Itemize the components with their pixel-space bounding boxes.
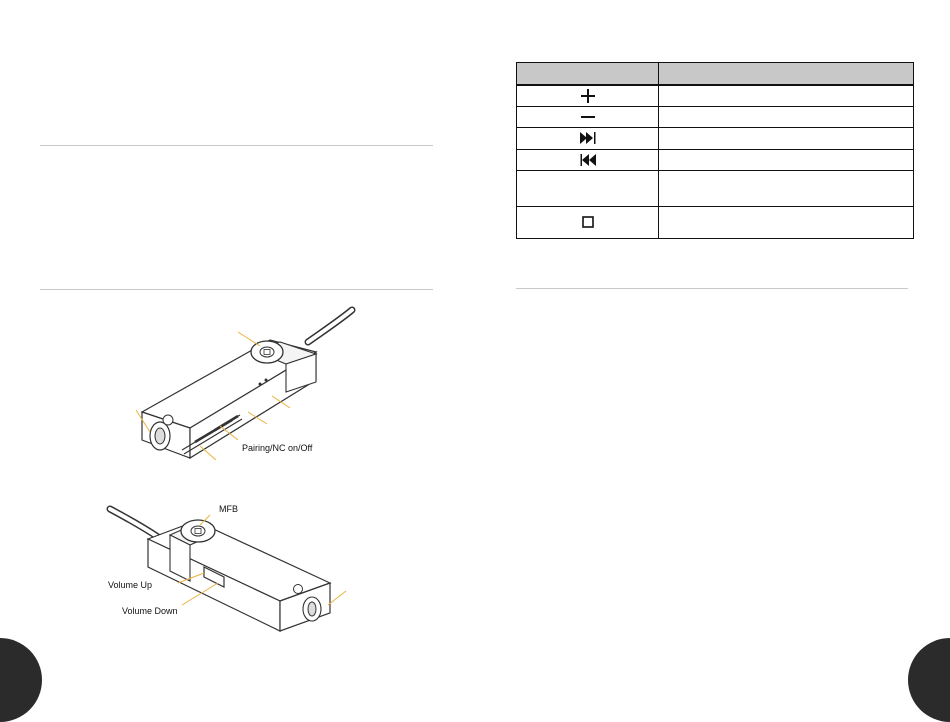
skip-forward-icon	[580, 132, 596, 144]
device-illustration-top	[120, 300, 370, 480]
table-cell-function	[659, 85, 914, 106]
table-cell-function	[659, 149, 914, 170]
table-cell-icon	[517, 85, 659, 106]
table-row	[517, 127, 914, 149]
table-cell-function	[659, 127, 914, 149]
table-cell-icon	[517, 127, 659, 149]
table-row	[517, 106, 914, 127]
section-divider-mid-left	[40, 289, 433, 290]
page-number-badge-right	[908, 638, 950, 722]
device-illustration-side	[100, 495, 360, 645]
table-row	[517, 85, 914, 106]
section-divider-right	[516, 288, 908, 289]
table-cell-function	[659, 170, 914, 206]
table-header-function	[659, 63, 914, 86]
label-volume-up: Volume Up	[108, 580, 153, 590]
table-row	[517, 149, 914, 170]
table-cell-icon	[517, 206, 659, 238]
table-cell-icon	[517, 106, 659, 127]
table-row	[517, 170, 914, 206]
skip-back-icon	[580, 154, 596, 166]
label-mfb: MFB	[219, 504, 238, 514]
table-header-button	[517, 63, 659, 86]
plus-icon	[581, 89, 595, 103]
table-row	[517, 206, 914, 238]
label-volume-down: Volume Down	[122, 606, 178, 616]
table-cell-icon	[517, 170, 659, 206]
page-number-badge-left	[0, 638, 42, 722]
minus-icon	[581, 115, 595, 119]
label-pairing-nc: Pairing/NC on/Off	[242, 443, 313, 453]
section-divider-top-left	[40, 145, 433, 146]
table-header-row	[517, 63, 914, 86]
button-function-table	[516, 62, 914, 239]
table-cell-function	[659, 206, 914, 238]
square-button-icon	[582, 216, 594, 228]
table-cell-icon	[517, 149, 659, 170]
table-cell-function	[659, 106, 914, 127]
